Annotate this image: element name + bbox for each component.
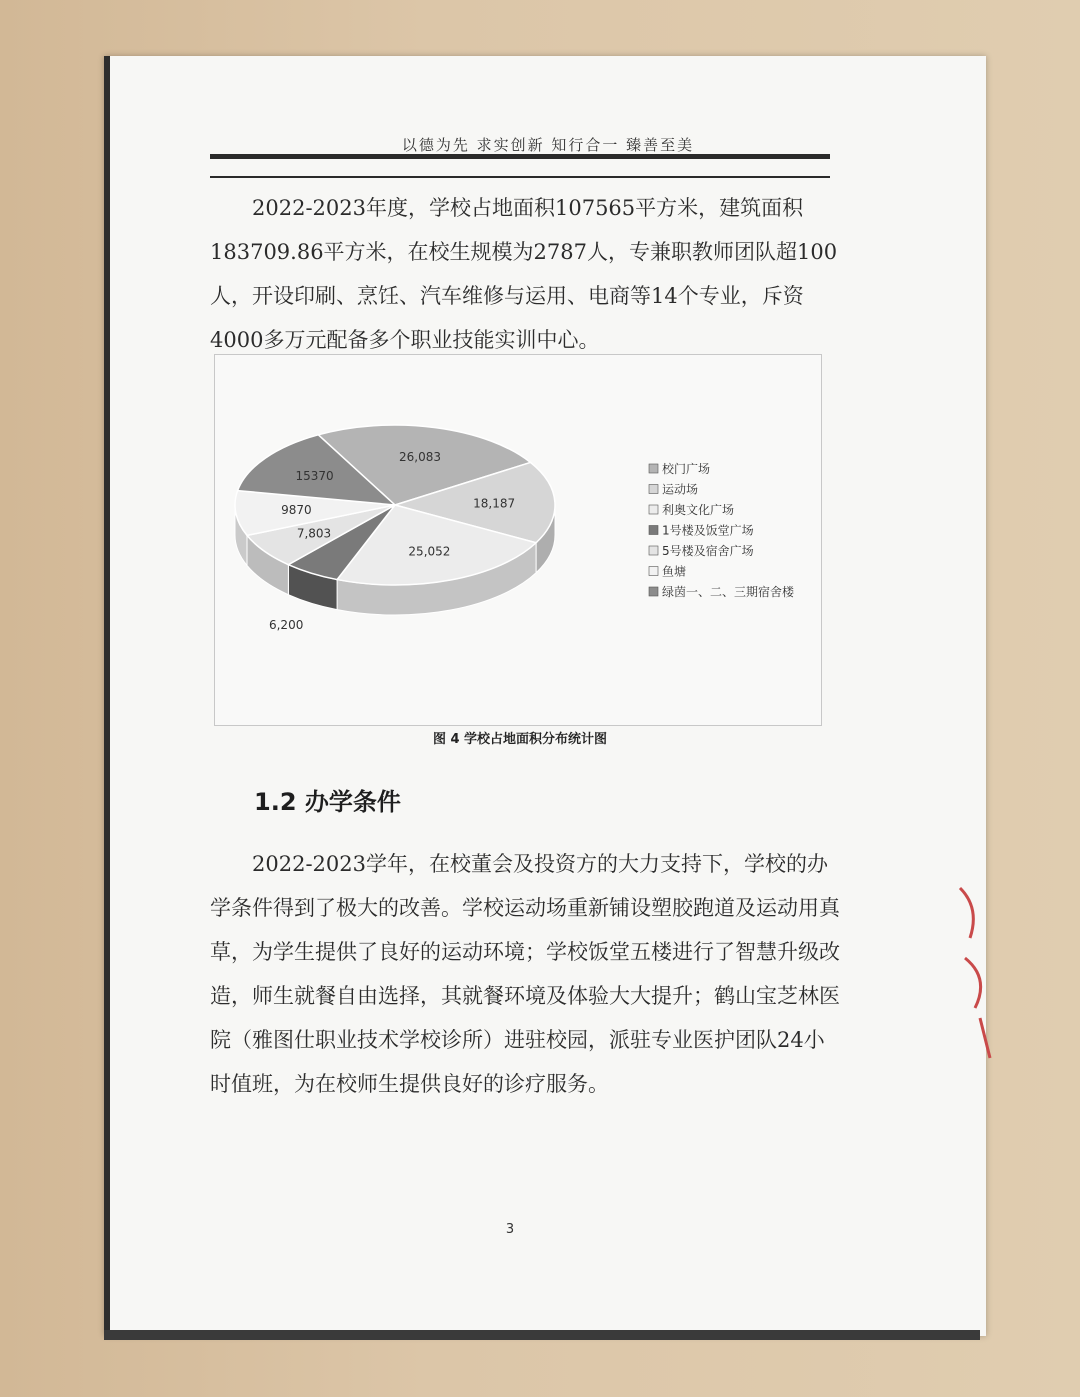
pie-label-6: 15370 xyxy=(295,468,334,483)
pie-label-3: 6,200 xyxy=(268,618,304,633)
pie-chart xyxy=(215,355,821,725)
header-rule-thick xyxy=(210,154,830,159)
legend-label-2: 利奥文化广场 xyxy=(662,503,735,517)
legend-label-3: 1号楼及饭堂广场 xyxy=(662,523,754,538)
pie-label-1: 18,187 xyxy=(473,496,516,511)
section-title: 1.2 办学条件 xyxy=(254,788,401,816)
pie-label-2: 25,052 xyxy=(408,544,451,559)
pie-label-4: 7,803 xyxy=(296,526,332,541)
legend-swatch-2 xyxy=(649,505,658,514)
legend-swatch-3 xyxy=(649,526,658,535)
legend-label-1: 运动场 xyxy=(662,482,699,497)
header-rule-thin xyxy=(210,176,830,178)
intro-paragraph: 2022-2023年度，学校占地面积107565平方米，建筑面积183709.86平方米，在校生规模为2787人，专兼职教师团队超100人，开设印刷、烹饪、汽车维修与运用、电商等14个专业，斥资4000多万元配备多个职业技能实训中心。 xyxy=(210,196,838,352)
legend-swatch-4 xyxy=(649,546,658,555)
legend-swatch-5 xyxy=(649,567,658,576)
pie-label-5: 9870 xyxy=(281,503,312,518)
page-number: 3 xyxy=(505,1222,515,1237)
legend-label-4: 5号楼及宿舍广场 xyxy=(662,544,754,558)
header-motto: 以德为先 求实创新 知行合一 臻善至美 xyxy=(401,136,695,154)
legend-label-6: 绿茵一、二、三期宿舍楼 xyxy=(662,585,795,599)
figure-caption: 图 4 学校占地面积分布统计图 xyxy=(432,732,608,747)
legend-swatch-0 xyxy=(649,464,658,473)
legend-label-5: 鱼塘 xyxy=(662,564,687,579)
pie-chart-container xyxy=(214,354,822,726)
pie-label-0: 26,083 xyxy=(399,450,442,465)
legend-label-0: 校门广场 xyxy=(662,462,711,476)
legend-swatch-1 xyxy=(649,485,658,494)
document-page xyxy=(104,56,986,1336)
conditions-paragraph: 2022-2023学年，在校董会及投资方的大力支持下，学校的办学条件得到了极大的改善。学校运动场重新铺设塑胶跑道及运动用真草，为学生提供了良好的运动环境；学校饭堂五楼进行了智慧升级改造，师生就餐自由选择，其就餐环境及体验大大提升；鹤山宝芝林医院（雅图仕职业技术学校诊所）进驻校园，派驻专业医护团队24小时值班，为在校师生提供良好的诊疗服务。 xyxy=(210,852,840,1096)
page-bottom-edge xyxy=(104,1330,980,1340)
red-stamp-mark xyxy=(950,868,1000,1068)
legend-swatch-6 xyxy=(649,587,658,596)
